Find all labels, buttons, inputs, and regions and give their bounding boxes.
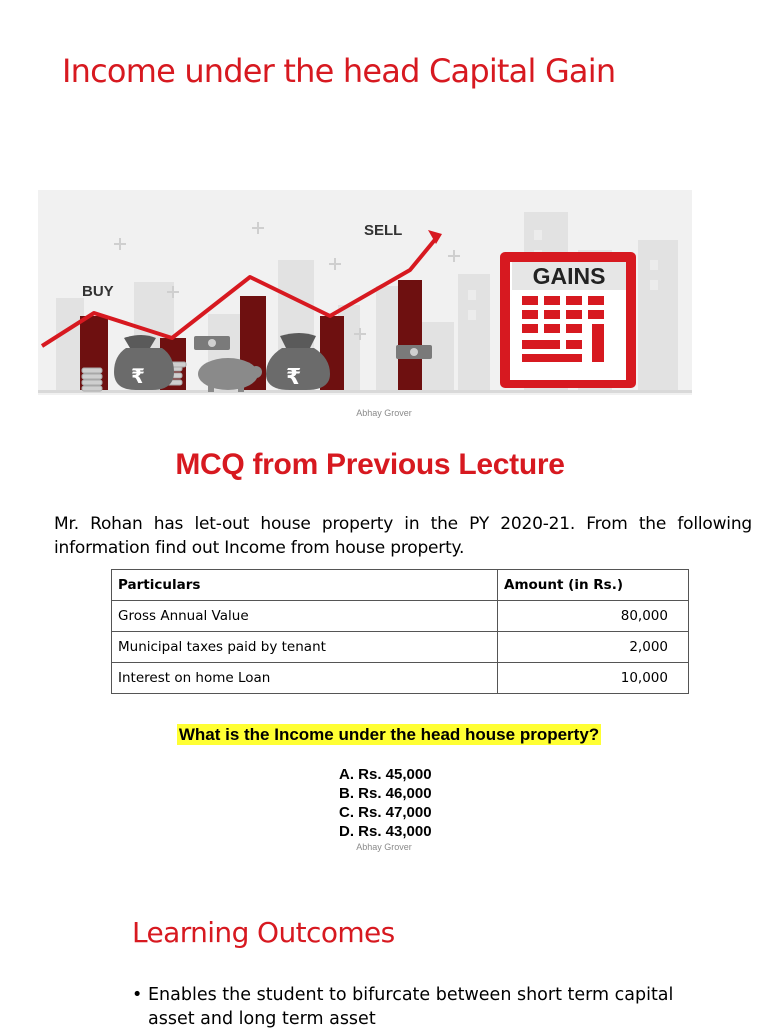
table-row (112, 663, 689, 694)
particular-cell: Gross Annual Value (112, 601, 498, 632)
table-row (112, 632, 689, 663)
svg-text:GAINS: GAINS (532, 263, 606, 289)
buy-label: BUY (82, 283, 114, 300)
question-description: Mr. Rohan has let-out house property in the PY 2020-21. From the following information find out Income from house property. (54, 514, 752, 558)
page-title: Income under the head Capital Gain (62, 52, 616, 90)
image-credit: Abhay Grover (356, 408, 412, 418)
svg-text:₹: ₹ (286, 365, 302, 390)
particular-cell: Interest on home Loan (112, 663, 498, 694)
answer-options (339, 765, 432, 841)
particular-cell: Municipal taxes paid by tenant (112, 632, 498, 663)
highlighted-question: What is the Income under the head house property? (178, 725, 600, 744)
particulars-table (111, 569, 689, 694)
capital-gain-illustration (38, 190, 698, 406)
option-b: B. Rs. 46,000 (339, 785, 432, 802)
column-header: Particulars (112, 570, 498, 601)
learning-outcomes-heading: Learning Outcomes (132, 916, 395, 949)
amount-cell: 80,000 (498, 601, 689, 632)
calculator-icon (500, 252, 636, 388)
option-d: D. Rs. 43,000 (339, 823, 432, 840)
column-header: Amount (in Rs.) (498, 570, 689, 601)
amount-cell: 2,000 (498, 632, 689, 663)
image-credit: Abhay Grover (356, 842, 412, 852)
svg-text:₹: ₹ (131, 364, 145, 388)
option-c: C. Rs. 47,000 (339, 804, 432, 821)
option-a: A. Rs. 45,000 (339, 766, 432, 783)
mcq-heading: MCQ from Previous Lecture (175, 448, 565, 481)
amount-cell: 10,000 (498, 663, 689, 694)
list-item: • Enables the student to bifurcate between short term capital asset and long term asset (132, 983, 692, 1031)
table-header-row (112, 570, 689, 601)
mcq-question (0, 725, 768, 745)
sell-label: SELL (364, 222, 403, 239)
table-row (112, 601, 689, 632)
